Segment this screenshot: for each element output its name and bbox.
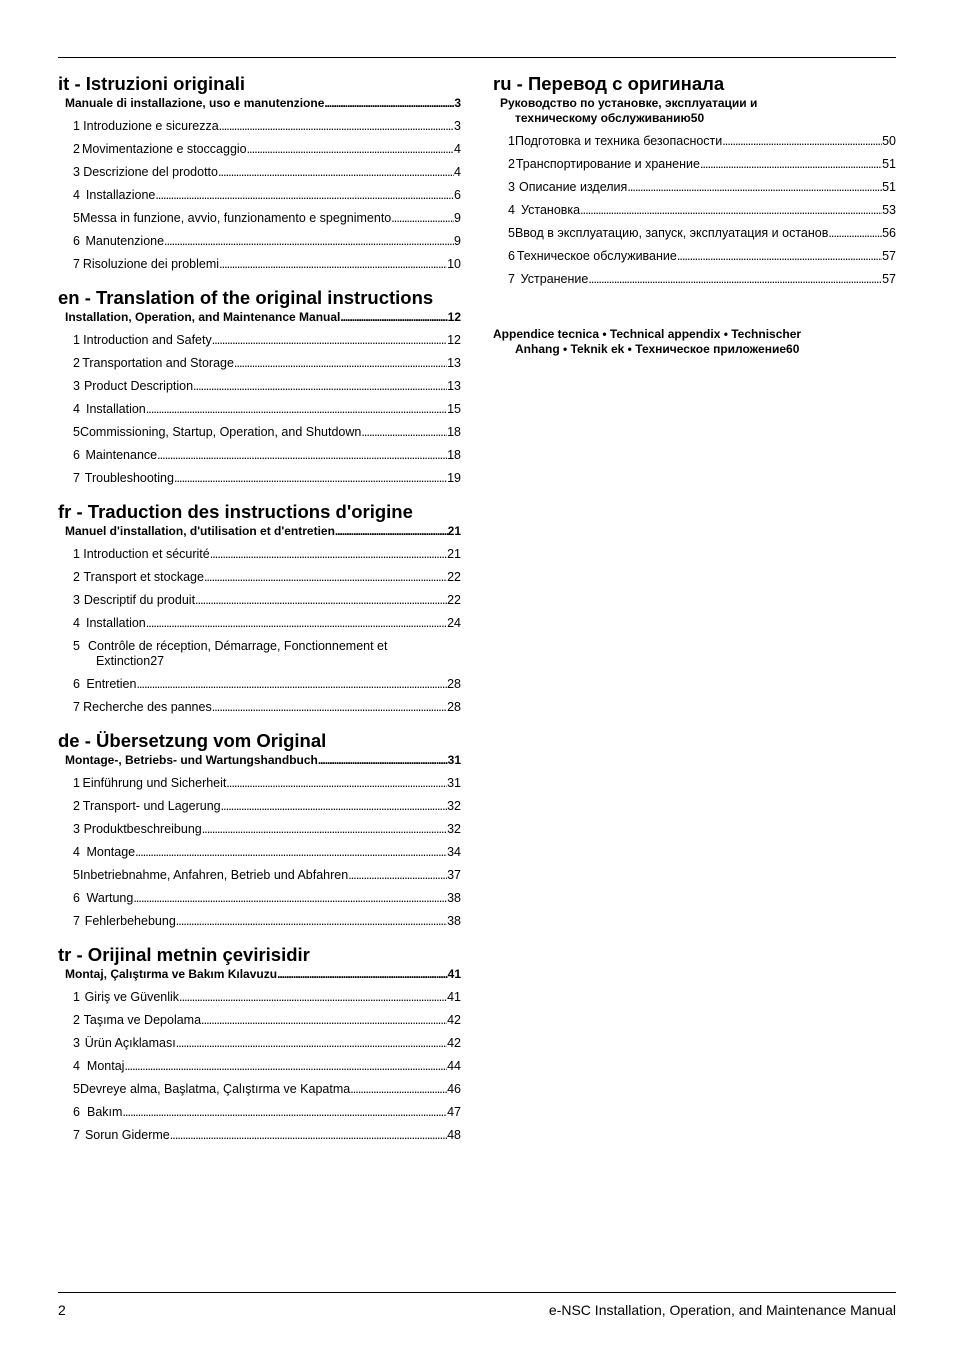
dot-leader — [164, 234, 454, 249]
chapter-page: 24 — [447, 616, 461, 630]
chapter-entry[interactable] — [58, 211, 461, 226]
chapter-page: 48 — [447, 1128, 461, 1142]
chapter-entry[interactable] — [58, 188, 461, 203]
chapter-title: Troubleshooting — [84, 471, 174, 485]
chapter-number: 4 — [73, 1059, 80, 1073]
chapter-number: 4 — [73, 402, 80, 416]
manual-title: Manuale di installazione, uso e manutenzione — [65, 96, 325, 110]
chapter-number: 3 — [73, 379, 80, 393]
dot-leader — [348, 868, 447, 883]
chapter-page: 27 — [150, 654, 165, 668]
chapter-title: Подготовка и техника безопасности — [514, 134, 723, 148]
dot-leader — [627, 180, 882, 195]
chapter-title: Transport et stockage — [83, 570, 204, 584]
chapter-number: 2 — [73, 142, 80, 156]
chapter-entry[interactable] — [58, 677, 461, 692]
dot-leader — [340, 310, 447, 325]
chapter-number: 5 — [73, 211, 80, 225]
chapter-page: 53 — [882, 203, 896, 217]
language-heading: en - Translation of the original instructions — [58, 287, 434, 308]
dot-leader — [219, 119, 454, 134]
dot-leader — [391, 211, 454, 226]
chapter-page: 38 — [447, 914, 461, 928]
manual-title-link[interactable] — [58, 310, 461, 325]
dot-leader — [828, 226, 882, 241]
chapter-title: Introduction and Safety — [83, 333, 212, 347]
section-spacer — [58, 929, 461, 943]
dot-leader — [580, 203, 882, 218]
dot-leader — [176, 1036, 447, 1051]
dot-leader — [247, 142, 454, 157]
chapter-title: Установка — [521, 203, 581, 217]
chapter-title: Ürün Açıklaması — [84, 1036, 176, 1050]
chapter-title: Устранение — [520, 272, 589, 286]
chapter-number: 5 — [73, 425, 80, 439]
chapter-number: 2 — [73, 799, 80, 813]
chapter-entry[interactable] — [493, 249, 896, 264]
chapter-number: 7 — [73, 257, 80, 271]
chapter-entry[interactable] — [493, 180, 896, 195]
chapter-page: 38 — [447, 891, 461, 905]
section-spacer — [58, 272, 461, 286]
manual-title-link[interactable] — [493, 96, 896, 126]
chapter-page: 50 — [882, 134, 896, 148]
chapter-page: 21 — [447, 547, 461, 561]
chapter-entry[interactable] — [58, 1036, 461, 1051]
chapter-entry[interactable] — [58, 1059, 461, 1074]
chapter-number: 1 — [508, 134, 515, 148]
chapter-entry[interactable] — [58, 471, 461, 486]
chapter-title: Introduction et sécurité — [83, 547, 210, 561]
chapter-page: 3 — [454, 119, 461, 133]
dot-leader — [588, 272, 882, 287]
chapter-number: 2 — [73, 1013, 80, 1027]
dot-leader — [212, 700, 447, 715]
chapter-title: Bakım — [87, 1105, 123, 1119]
chapter-entry[interactable] — [58, 639, 461, 669]
chapter-number: 3 — [73, 1036, 80, 1050]
dot-leader — [124, 1059, 447, 1074]
chapter-title: Taşıma ve Depolama — [83, 1013, 202, 1027]
chapter-number: 4 — [73, 616, 80, 630]
chapter-title: Commissioning, Startup, Operation, and Shutdown — [79, 425, 362, 439]
chapter-page: 57 — [882, 249, 896, 263]
chapter-title: Ввод в эксплуатацию, запуск, эксплуатация и останов — [514, 226, 829, 240]
chapter-number: 4 — [508, 203, 515, 217]
appendix-page: 60 — [786, 342, 800, 356]
language-heading: fr - Traduction des instructions d'origine — [58, 501, 413, 522]
chapter-title: Техническое обслуживание — [516, 249, 677, 263]
top-rule — [58, 57, 896, 58]
chapter-number: 1 — [73, 119, 80, 133]
chapter-number: 1 — [73, 776, 80, 790]
chapter-page: 9 — [454, 211, 461, 225]
chapter-entry[interactable] — [58, 1082, 461, 1097]
manual-title-link[interactable] — [58, 967, 461, 982]
chapter-page: 13 — [447, 379, 461, 393]
chapter-number: 3 — [73, 822, 80, 836]
chapter-number: 3 — [73, 593, 80, 607]
dot-leader — [324, 96, 454, 111]
dot-leader — [195, 593, 447, 608]
chapter-title: Installation — [86, 402, 146, 416]
chapter-title: Wartung — [86, 891, 134, 905]
chapter-number: 2 — [73, 356, 80, 370]
appendix-entry[interactable] — [493, 327, 896, 357]
chapter-title: Einführung und Sicherheit — [82, 776, 227, 790]
chapter-entry[interactable] — [493, 272, 896, 287]
chapter-page: 10 — [447, 257, 461, 271]
manual-page: 50 — [690, 111, 705, 125]
chapter-page: 22 — [447, 570, 461, 584]
chapter-title: Installation — [86, 616, 146, 630]
dot-leader — [219, 257, 447, 272]
chapter-entry[interactable] — [58, 257, 461, 272]
chapter-page: 28 — [447, 700, 461, 714]
chapter-page: 18 — [447, 448, 461, 462]
manual-title-line2 — [500, 111, 896, 126]
dot-leader — [221, 799, 447, 814]
chapter-page: 41 — [447, 990, 461, 1004]
chapter-page: 6 — [454, 188, 461, 202]
chapter-entry[interactable] — [58, 333, 461, 348]
chapter-entry[interactable] — [58, 402, 461, 417]
chapter-page: 42 — [447, 1013, 461, 1027]
chapter-entry[interactable] — [58, 356, 461, 371]
chapter-number: 1 — [73, 990, 80, 1004]
chapter-title: Introduzione e sicurezza — [83, 119, 219, 133]
chapter-entry[interactable] — [58, 448, 461, 463]
dot-leader — [179, 990, 447, 1005]
chapter-entry[interactable] — [58, 776, 461, 791]
bottom-rule — [58, 1292, 896, 1293]
chapter-entry[interactable] — [58, 119, 461, 134]
chapter-page: 32 — [447, 822, 461, 836]
chapter-entry[interactable] — [58, 990, 461, 1005]
chapter-title: Messa in funzione, avvio, funzionamento e spegnimento — [79, 211, 392, 225]
chapter-entry[interactable] — [58, 700, 461, 715]
manual-page: 31 — [447, 753, 461, 767]
chapter-title: Transportation and Storage — [82, 356, 234, 370]
dot-leader — [234, 356, 447, 371]
chapter-page: 31 — [447, 776, 461, 790]
manual-page: 21 — [447, 524, 461, 538]
chapter-title: Montage — [86, 845, 136, 859]
language-heading: ru - Перевод с оригинала — [493, 73, 725, 94]
chapter-title: Транспортирование и хранение — [515, 157, 700, 171]
chapter-title: Giriş ve Güvenlik — [84, 990, 180, 1004]
appendix-title-cont: Anhang • Teknik ek • Техническое приложение — [515, 342, 787, 356]
dot-leader — [202, 822, 447, 837]
dot-leader — [318, 753, 448, 768]
chapter-number: 6 — [73, 448, 80, 462]
language-heading: it - Istruzioni originali — [58, 73, 246, 94]
chapter-line1 — [73, 639, 461, 654]
footer-page-number: 2 — [58, 1302, 66, 1318]
chapter-number: 6 — [73, 891, 80, 905]
chapter-line2 — [73, 654, 461, 669]
chapter-entry[interactable] — [58, 593, 461, 608]
manual-title: Montaj, Çalıştırma ve Bakım Kılavuzu — [65, 967, 278, 981]
footer-document-title: e-NSC Installation, Operation, and Maintenance Manual — [548, 1302, 896, 1318]
chapter-page: 32 — [447, 799, 461, 813]
chapter-page: 44 — [447, 1059, 461, 1073]
chapter-entry[interactable] — [58, 165, 461, 180]
chapter-entry[interactable] — [58, 914, 461, 929]
manual-title: Montage-, Betriebs- und Wartungshandbuch — [65, 753, 318, 767]
chapter-title: Описание изделия — [519, 180, 628, 194]
dot-leader — [135, 845, 447, 860]
dot-leader — [174, 471, 447, 486]
chapter-page: 47 — [447, 1105, 461, 1119]
chapter-number: 6 — [508, 249, 515, 263]
chapter-number: 7 — [73, 914, 80, 928]
dot-leader — [212, 333, 447, 348]
chapter-title: Contrôle de réception, Démarrage, Fonctionnement et — [88, 639, 388, 653]
manual-title: Manuel d'installation, d'utilisation et d'entretien — [65, 524, 335, 538]
chapter-title: Descriptif du produit — [83, 593, 196, 607]
chapter-entry[interactable] — [58, 891, 461, 906]
chapter-number: 6 — [73, 234, 80, 248]
toc-section — [58, 272, 461, 486]
chapter-page: 15 — [447, 402, 461, 416]
chapter-number: 7 — [73, 1128, 80, 1142]
dot-leader — [335, 524, 448, 539]
chapter-entry[interactable] — [58, 1128, 461, 1143]
chapter-page: 57 — [882, 272, 896, 286]
manual-title-link[interactable] — [58, 524, 461, 539]
chapter-entry[interactable] — [493, 134, 896, 149]
dot-leader — [722, 134, 882, 149]
chapter-title: Sorun Giderme — [84, 1128, 170, 1142]
dot-leader — [361, 425, 447, 440]
chapter-number: 7 — [73, 471, 80, 485]
chapter-page: 42 — [447, 1036, 461, 1050]
chapter-page: 18 — [447, 425, 461, 439]
chapter-entry[interactable] — [58, 845, 461, 860]
manual-title-link[interactable] — [58, 96, 461, 111]
toc-section — [58, 929, 461, 1143]
dot-leader — [155, 188, 454, 203]
chapter-page: 4 — [454, 165, 461, 179]
chapter-number: 4 — [73, 188, 80, 202]
chapter-entry[interactable] — [58, 822, 461, 837]
chapter-page: 28 — [447, 677, 461, 691]
dot-leader — [700, 157, 882, 172]
manual-title: Руководство по установке, эксплуатации и — [500, 96, 758, 110]
chapter-page: 56 — [882, 226, 896, 240]
dot-leader — [677, 249, 882, 264]
chapter-entry[interactable] — [58, 616, 461, 631]
appendix-title: Appendice tecnica • Technical appendix • Technischer — [493, 327, 802, 341]
dot-leader — [193, 379, 447, 394]
toc-section — [58, 72, 461, 272]
chapter-title: Maintenance — [85, 448, 158, 462]
chapter-title: Recherche des pannes — [83, 700, 212, 714]
chapter-title: Devreye alma, Başlatma, Çalıştırma ve Kapatma — [79, 1082, 351, 1096]
chapter-entry[interactable] — [58, 379, 461, 394]
chapter-number: 2 — [508, 157, 515, 171]
chapter-entry[interactable] — [58, 868, 461, 883]
manual-page: 3 — [454, 96, 461, 110]
chapter-page: 4 — [454, 142, 461, 156]
chapter-page: 9 — [454, 234, 461, 248]
manual-page: 12 — [447, 310, 461, 324]
chapter-entry[interactable] — [58, 1013, 461, 1028]
chapter-page: 19 — [447, 471, 461, 485]
chapter-number: 3 — [73, 165, 80, 179]
dot-leader — [226, 776, 447, 791]
dot-leader — [170, 1128, 447, 1143]
chapter-title: Fehlerbehebung — [84, 914, 176, 928]
toc-section — [58, 715, 461, 929]
chapter-title: Transport- und Lagerung — [82, 799, 221, 813]
chapter-page: 22 — [447, 593, 461, 607]
language-heading: de - Übersetzung vom Original — [58, 730, 327, 751]
chapter-title: Product Description — [83, 379, 194, 393]
manual-page: 41 — [447, 967, 461, 981]
appendix-title-line2 — [493, 342, 896, 357]
dot-leader — [210, 547, 447, 562]
chapter-page: 51 — [882, 157, 896, 171]
chapter-entry[interactable] — [58, 425, 461, 440]
toc-section — [493, 72, 896, 287]
dot-leader — [136, 677, 447, 692]
dot-leader — [176, 914, 447, 929]
chapter-entry[interactable] — [58, 570, 461, 585]
chapter-number: 5 — [508, 226, 515, 240]
chapter-title-cont: Extinction — [96, 654, 151, 668]
chapter-page: 13 — [447, 356, 461, 370]
dot-leader — [201, 1013, 447, 1028]
chapter-title: Entretien — [86, 677, 137, 691]
chapter-number: 2 — [73, 570, 80, 584]
dot-leader — [277, 967, 448, 982]
chapter-title: Movimentazione e stoccaggio — [81, 142, 247, 156]
chapter-entry[interactable] — [58, 234, 461, 249]
chapter-entry[interactable] — [493, 157, 896, 172]
dot-leader — [146, 402, 447, 417]
chapter-entry[interactable] — [58, 547, 461, 562]
section-spacer — [58, 486, 461, 500]
dot-leader — [133, 891, 447, 906]
chapter-number: 5 — [73, 868, 80, 882]
chapter-number: 4 — [73, 845, 80, 859]
chapter-page: 37 — [447, 868, 461, 882]
chapter-number: 5 — [73, 639, 80, 653]
chapter-number: 6 — [73, 1105, 80, 1119]
chapter-number: 7 — [508, 272, 515, 286]
chapter-number: 5 — [73, 1082, 80, 1096]
toc-column-left — [58, 72, 461, 1143]
chapter-entry[interactable] — [493, 203, 896, 218]
chapter-page: 34 — [447, 845, 461, 859]
chapter-number: 3 — [508, 180, 515, 194]
chapter-entry[interactable] — [58, 142, 461, 157]
chapter-number: 6 — [73, 677, 80, 691]
manual-title-cont: техническому обслуживанию — [515, 111, 691, 125]
toc-section — [58, 486, 461, 715]
chapter-title: Inbetriebnahme, Anfahren, Betrieb und Abfahren — [79, 868, 349, 882]
chapter-number: 7 — [73, 700, 80, 714]
chapter-number: 1 — [73, 547, 80, 561]
chapter-title: Produktbeschreibung — [83, 822, 202, 836]
language-heading: tr - Orijinal metnin çevirisidir — [58, 944, 310, 965]
dot-leader — [122, 1105, 447, 1120]
section-spacer — [58, 715, 461, 729]
toc-column-right — [493, 72, 896, 357]
chapter-title: Manutenzione — [85, 234, 165, 248]
chapter-title: Risoluzione dei problemi — [82, 257, 220, 271]
dot-leader — [204, 570, 447, 585]
chapter-page: 12 — [447, 333, 461, 347]
chapter-title: Montaj — [86, 1059, 125, 1073]
dot-leader — [157, 448, 447, 463]
dot-leader — [146, 616, 447, 631]
manual-title-link[interactable] — [58, 753, 461, 768]
chapter-page: 51 — [882, 180, 896, 194]
chapter-title: Installazione — [85, 188, 156, 202]
dot-leader — [350, 1082, 447, 1097]
chapter-page: 46 — [447, 1082, 461, 1096]
dot-leader — [218, 165, 454, 180]
chapter-entry[interactable] — [58, 799, 461, 814]
chapter-number: 1 — [73, 333, 80, 347]
manual-title: Installation, Operation, and Maintenance Manual — [65, 310, 341, 324]
chapter-title: Descrizione del prodotto — [83, 165, 218, 179]
chapter-entry[interactable] — [58, 1105, 461, 1120]
chapter-entry[interactable] — [493, 226, 896, 241]
